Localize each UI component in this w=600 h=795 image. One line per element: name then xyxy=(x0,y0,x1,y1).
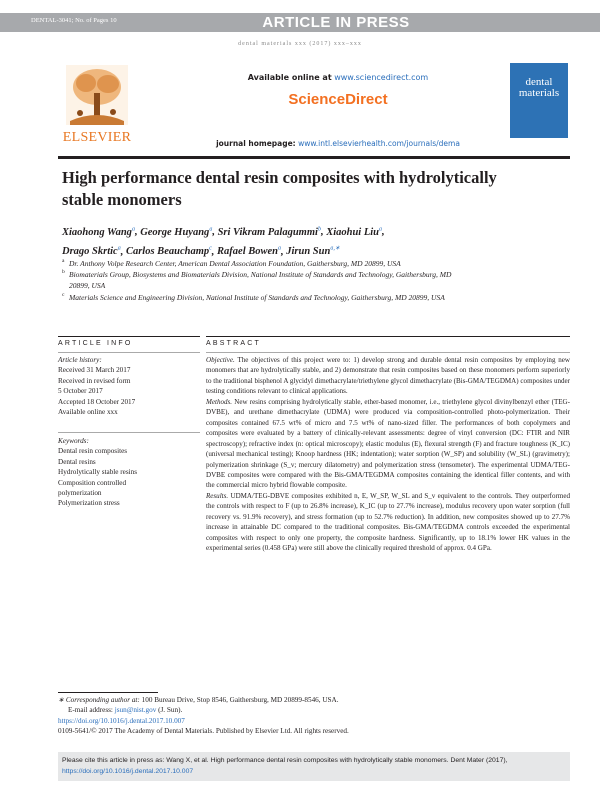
keyword: Hydrolytically stable resins xyxy=(58,468,138,477)
keywords xyxy=(58,436,200,509)
cover-title xyxy=(510,77,568,99)
keywords-heading: Keywords: xyxy=(58,437,89,445)
author-list: Xiaohong Wang$^a$, George Huyang$^a$, Sri Vikram Palagummi$^b$, Xiaohui Liu$^a$, Drago Skrtic$^a$, Carlos Beauchamp$^c$, Rafael Bowen$^a$, Jirun Sun$^{a,∗}$ xyxy=(62,226,385,257)
article-reference: DENTAL-3041; No. of Pages 10 xyxy=(31,17,117,24)
citation-box xyxy=(58,752,570,781)
elsevier-wordmark: ELSEVIER xyxy=(62,130,132,145)
history-item: Available online xxx xyxy=(58,408,118,417)
availability-prefix: Available online at xyxy=(247,73,332,82)
history-item: Received in revised form xyxy=(58,376,131,385)
article-in-press-banner xyxy=(0,13,600,32)
affiliation: c Materials Science and Engineering Division, National Institute of Standards and Technology, Gaithersburg, MD 20899, USA xyxy=(62,291,445,302)
journal-homepage-line xyxy=(178,139,498,148)
author[interactable]: Rafael Bowen$^a$ xyxy=(217,245,281,257)
abstract-divider xyxy=(206,336,570,337)
history-item: 5 October 2017 xyxy=(58,387,103,396)
keyword: Dental resin composites xyxy=(58,447,128,456)
email-link[interactable]: jsun@nist.gov xyxy=(114,706,157,715)
article-info-heading: ARTICLE INFO xyxy=(58,340,133,347)
copyright-line: 0109-5641/© 2017 The Academy of Dental Materials. Published by Elsevier Ltd. All rights reserved. xyxy=(58,726,349,735)
email-line: E-mail address: jsun@nist.gov (J. Sun). xyxy=(68,706,183,715)
elsevier-tree-icon xyxy=(66,65,128,125)
homepage-label: journal homepage: xyxy=(216,139,296,148)
availability-line xyxy=(178,73,498,82)
citation-text: Please cite this article in press as: Wang X, et al. High performance dental resin composites with hydrolytically stable monomers. Dent Mater (2017), https://doi.org/10.1016/j.dental.2017.10.007 xyxy=(62,757,508,775)
corresponding-author-note: ∗ Corresponding author at: 100 Bureau Drive, Stop 8546, Gaithersburg, MD 20899-8546, USA. xyxy=(58,696,339,704)
article-info-subdivider xyxy=(58,352,200,353)
footnotes xyxy=(58,695,558,736)
journal-header xyxy=(58,60,570,155)
history-heading: Article history: xyxy=(58,356,102,364)
doi-link[interactable]: https://doi.org/10.1016/j.dental.2017.10.007 xyxy=(58,716,185,725)
abstract-heading: ABSTRACT xyxy=(206,340,261,347)
journal-citation: dental materials xxx (2017) xxx–xxx xyxy=(238,41,362,47)
journal-cover-thumbnail[interactable] xyxy=(510,63,568,138)
article-info-divider xyxy=(58,336,200,337)
header-divider xyxy=(58,156,570,159)
cover-title-line1: dental xyxy=(525,76,553,88)
keywords-divider xyxy=(58,432,200,433)
abstract-subdivider xyxy=(206,352,570,353)
keyword: polymerization xyxy=(58,489,102,498)
affiliation: b Biomaterials Group, Biosystems and Biomaterials Division, National Institute of Standards and Technology, Gaithersburg, MD 20899, USA xyxy=(62,269,452,291)
keyword: Dental resins xyxy=(58,457,96,466)
abstract-results: Results. UDMA/TEG-DBVE composites exhibited n, E, W_SP, W_SL and S_v equivalent to the controls. They outperformed the controls with respect to F (up to 26.8% increase), K_IC (up to 27.7% increase), modulus recovery upon water sorption (full recovery vs. 91.9% recovery), and stress formation (up to 52.7% reduction). In addition, new composites showed up to 27.7% increase in attainable DC compared to the traditional composites. Bis-GMA/TEGDMA controls exceeded the experimental composites with respect to only one property, the composite hardness. Significantly, up to 18.1% lower HK values in the experimental series (0.458 GPa) were still above the clinically required threshold of approx. 0.4 GPa. xyxy=(206,491,570,553)
author[interactable]: George Huyang$^a$ xyxy=(140,226,213,238)
cover-title-line2: materials xyxy=(518,87,560,99)
abstract-methods: Methods. New resins comprising hydrolytically stable, ether-based monomer, i.e., triethylene glycol divinylbenzyl ether (TEG-DVBE), and urethane dimethacrylate (UDMA) were produced via composition-controlled photo-polymerization. Their composites contained 67.5 wt% of micro and 7.5 wt% of nano-sized filler. The performances of both copolymers and composites were evaluated by a battery of clinically-relevant assessments: degree of vinyl conversion (DC: FTIR and NIR spectroscopy); refractive index (n: optical microscopy); elastic modulus (E), flexural strength (F) and fracture toughness (K_IC) (universal mechanical testing); Knoop hardness (HK; indentation); water sorption (W_SP) and solubility (W_SL) (gravimetry); polymerization shrinkage (S_v; mercury dilatometry) and polymerization stress (tensometer). The experimental UDMA/TEG-DVBE composites were compared with the Bis-GMA/TEGDMA composites containing the identical filler contents, and with the commercial micro hybrid flowable composite. xyxy=(206,397,570,490)
author[interactable]: Drago Skrtic$^a$ xyxy=(62,245,121,257)
sciencedirect-logo[interactable]: ScienceDirect xyxy=(288,91,388,108)
keyword: Polymerization stress xyxy=(58,499,120,508)
author[interactable]: Carlos Beauchamp$^c$ xyxy=(125,245,212,257)
affiliation-list xyxy=(62,258,472,303)
footnote-divider xyxy=(58,692,158,693)
article-in-press-label: ARTICLE IN PRESS xyxy=(262,14,410,31)
abstract-objective: Objective. The objectives of this project were to: 1) develop strong and durable dental resin composites by employing new monomers that are hydrolytically stable, and 2) demonstrate that resin composites based on these monomers perform superiorly to the traditional bisphenol A glycidyl dimethacrylate/triethylene glycol dimethacrylate (Bis-GMA/TEGDMA) composites under testing conditions relevant to clinical applications. xyxy=(206,356,571,396)
author[interactable]: Sri Vikram Palagummi$^b$ xyxy=(217,226,321,238)
affiliation: a Dr. Anthony Volpe Research Center, American Dental Association Foundation, Gaithersburg, MD 20899, USA xyxy=(62,258,401,268)
history-item: Accepted 18 October 2017 xyxy=(58,397,136,406)
article-history xyxy=(58,355,200,417)
sciencedirect-link[interactable]: www.sciencedirect.com xyxy=(334,73,429,82)
author[interactable]: Jirun Sun$^{a,∗}$ xyxy=(286,245,340,257)
author[interactable]: Xiaohui Liu$^a$ xyxy=(326,226,383,238)
history-item: Received 31 March 2017 xyxy=(58,366,131,375)
elsevier-logo[interactable] xyxy=(58,65,136,153)
journal-homepage-link[interactable]: www.intl.elsevierhealth.com/journals/dema xyxy=(298,139,460,148)
citation-doi-link[interactable]: https://doi.org/10.1016/j.dental.2017.10.007 xyxy=(62,767,194,775)
abstract-body xyxy=(206,355,570,554)
author[interactable]: Xiaohong Wang$^a$ xyxy=(62,226,135,238)
keyword: Composition controlled xyxy=(58,478,127,487)
article-title: High performance dental resin composites with hydrolytically stable monomers xyxy=(62,168,497,209)
